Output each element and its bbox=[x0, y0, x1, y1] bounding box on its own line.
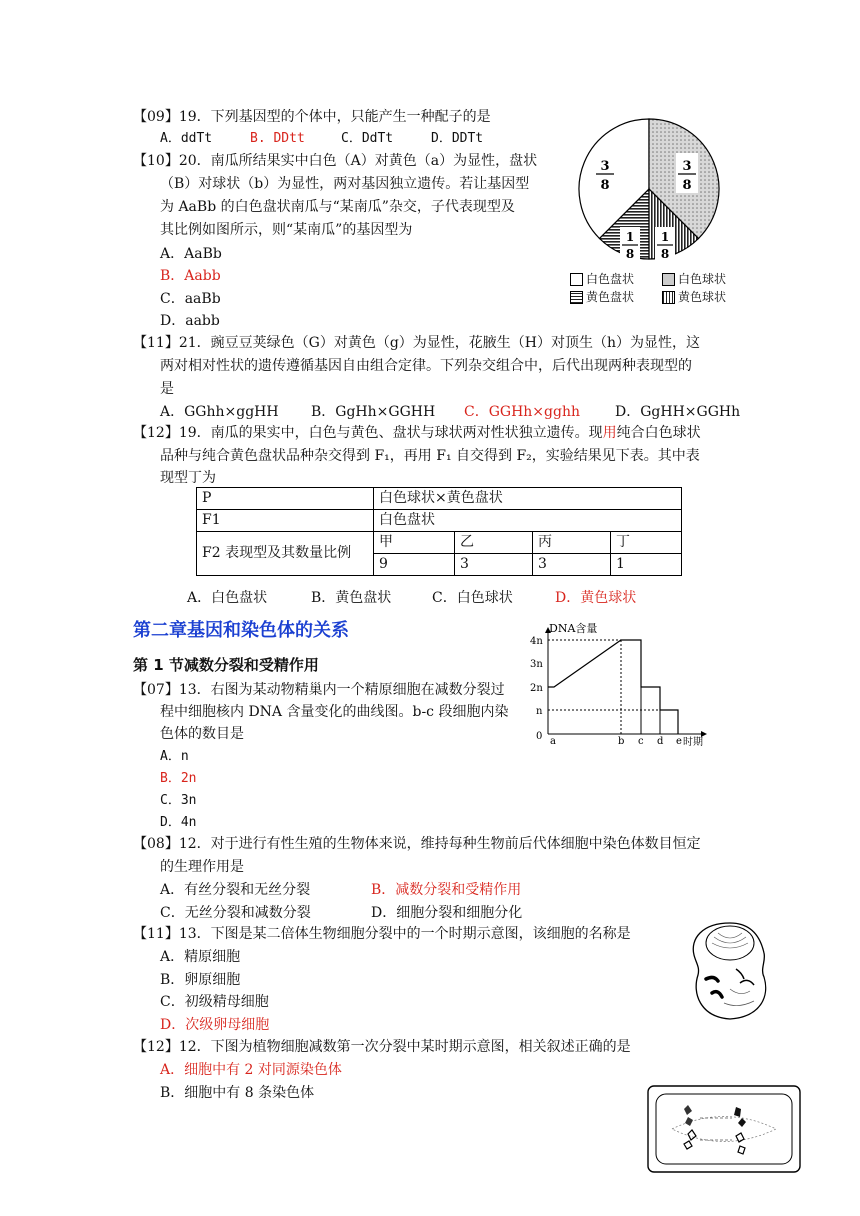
question-tag: 【09】 bbox=[133, 109, 179, 125]
question-tag: 【12】 bbox=[133, 1039, 179, 1055]
table-cell: 3 bbox=[533, 554, 611, 576]
q12b-stem bbox=[133, 1037, 631, 1057]
pie-label-4: 1 bbox=[660, 230, 670, 244]
q12a-stem-line2: 品种与纯合黄色盘状品种杂交得到 F₁，再用 F₁ 自交得到 F₂，实验结果见下表。其中表 bbox=[160, 448, 700, 464]
q11a-option-c: C．GGHh×gghh bbox=[464, 404, 580, 420]
x-tick-label: b bbox=[618, 736, 625, 747]
q07-option-b: B．2n bbox=[160, 771, 197, 786]
q11a-stem bbox=[133, 333, 700, 353]
q12a-option-a: A．白色盘状 bbox=[187, 590, 268, 606]
q08-option-b: B．减数分裂和受精作用 bbox=[371, 882, 522, 898]
y-tick-label: n bbox=[536, 706, 543, 717]
highlight-text: 用 bbox=[602, 425, 617, 441]
q10-stem-line3: 为 AaBb 的白色盘状南瓜与“某南瓜”杂交，子代表现型及 bbox=[160, 199, 515, 215]
question-text: 21．豌豆豆荚绿色（G）对黄色（g）为显性，花腋生（H）对顶生（h）为显性，这 bbox=[178, 335, 701, 351]
q12b-plant-cell-illustration bbox=[644, 1082, 804, 1178]
table-cell: 乙 bbox=[455, 532, 533, 554]
y-tick-label: 4n bbox=[530, 636, 543, 647]
q07-option-a: A．n bbox=[160, 749, 189, 764]
q07-option-c: C．3n bbox=[160, 793, 197, 808]
q11a-option-d: D．GgHH×GGHh bbox=[615, 404, 741, 420]
pie-label-2: 3 bbox=[682, 159, 692, 174]
table-cell: P bbox=[197, 488, 374, 510]
q07-stem-line2: 程中细胞核内 DNA 含量变化的曲线图。b-c 段细胞内染 bbox=[160, 704, 509, 720]
question-text: 12．对于进行有性生殖的生物体来说，维持每种生物前后代体细胞中染色体数目恒定 bbox=[178, 836, 701, 852]
question-tag: 【11】 bbox=[133, 926, 179, 942]
x-tick-label: a bbox=[550, 736, 556, 747]
question-tag: 【07】 bbox=[133, 682, 179, 698]
x-tick-label: d bbox=[657, 736, 664, 747]
q09-stem bbox=[133, 107, 491, 127]
q07-stem bbox=[133, 680, 505, 700]
svg-text:8: 8 bbox=[625, 247, 635, 261]
question-tag: 【10】 bbox=[133, 153, 179, 169]
svg-text:8: 8 bbox=[600, 178, 610, 193]
table-cell: 丙 bbox=[533, 532, 611, 554]
q08-option-a: A．有丝分裂和无丝分裂 bbox=[160, 882, 311, 898]
q11a-option-b: B．GgHh×GGHH bbox=[311, 404, 436, 420]
y-tick-label: 3n bbox=[530, 659, 543, 670]
q08-stem-line2: 的生理作用是 bbox=[160, 859, 244, 875]
q10-stem bbox=[133, 151, 537, 171]
question-tag: 【12】 bbox=[133, 425, 179, 441]
q11b-cell-illustration bbox=[684, 919, 776, 1025]
table-row bbox=[197, 510, 682, 532]
q10-option-d: D．aabb bbox=[160, 313, 220, 329]
q11a-stem-line2: 两对相对性状的遗传遵循基因自由组合定律。下列杂交组合中，后代出现两种表现型的 bbox=[160, 358, 692, 374]
table-cell: F2 表现型及其数量比例 bbox=[197, 532, 374, 576]
x-tick-label: c bbox=[638, 736, 644, 747]
q07-stem-line3: 色体的数目是 bbox=[160, 726, 244, 742]
q11b-stem bbox=[133, 924, 631, 944]
q08-option-c: C．无丝分裂和减数分裂 bbox=[160, 905, 311, 921]
q12a-option-b: B．黄色盘状 bbox=[311, 590, 392, 606]
q12a-option-d: D．黄色球状 bbox=[555, 590, 637, 606]
table-cell: 白色盘状 bbox=[374, 510, 682, 532]
q11b-option-c: C．初级精母细胞 bbox=[160, 994, 269, 1010]
q08-option-d: D．细胞分裂和细胞分化 bbox=[371, 905, 523, 921]
q12a-option-c: C．白色球状 bbox=[432, 590, 513, 606]
q09-option-d: D．DDTt bbox=[431, 131, 484, 146]
q12a-stem-line3: 现型丁为 bbox=[160, 470, 216, 486]
question-text: 20．南瓜所结果实中白色（A）对黄色（a）为显性，盘状 bbox=[178, 153, 538, 169]
legend-yellow-disc: 黄色盘状 bbox=[570, 288, 634, 306]
x-tick-label: e bbox=[676, 736, 682, 747]
pie-label-3: 1 bbox=[625, 230, 635, 244]
q11b-option-d: D．次级卵母细胞 bbox=[160, 1017, 270, 1033]
q11a-stem-line3: 是 bbox=[160, 381, 174, 397]
q07-option-d: D．4n bbox=[160, 815, 197, 830]
q09-option-b: B. DDtt bbox=[250, 131, 305, 146]
table-row bbox=[197, 532, 682, 554]
legend-yellow-sphere: 黄色球状 bbox=[662, 288, 726, 306]
q11b-option-a: A．精原细胞 bbox=[160, 949, 241, 965]
table-cell: 丁 bbox=[611, 532, 682, 554]
y-tick-label: 0 bbox=[536, 731, 543, 742]
legend-white-sphere: 白色球状 bbox=[662, 270, 726, 288]
q09-option-a: A．ddTt bbox=[160, 131, 213, 146]
q12b-option-a: A．细胞中有 2 对同源染色体 bbox=[160, 1062, 342, 1078]
q10-stem-line2: （B）对球状（b）为显性，两对基因独立遗传。若让基因型 bbox=[160, 176, 530, 192]
question-tag: 【11】 bbox=[133, 335, 179, 351]
q12a-stem bbox=[133, 423, 701, 443]
q10-stem-line4: 其比例如图所示，则“某南瓜”的基因型为 bbox=[160, 222, 413, 238]
y-tick-label: 2n bbox=[530, 683, 543, 694]
table-cell: 9 bbox=[374, 554, 455, 576]
q10-option-a: A．AaBb bbox=[160, 246, 222, 262]
table-cell: 3 bbox=[455, 554, 533, 576]
svg-text:8: 8 bbox=[682, 178, 692, 193]
y-axis-label: DNA含量 bbox=[549, 622, 598, 635]
chapter-title: 第二章基因和染色体的关系 bbox=[133, 620, 349, 641]
q12b-option-b: B．细胞中有 8 条染色体 bbox=[160, 1085, 315, 1101]
q11a-option-a: A．GGhh×ggHH bbox=[160, 404, 279, 420]
table-cell: 1 bbox=[611, 554, 682, 576]
x-axis-label: 时期 bbox=[683, 737, 703, 748]
q11b-option-b: B．卵原细胞 bbox=[160, 972, 241, 988]
pie-label-1: 3 bbox=[600, 159, 610, 174]
q07-dna-graph bbox=[530, 622, 710, 748]
question-text: 19．南瓜的果实中，白色与黄色、盘状与球状两对性状独立遗传。现 bbox=[178, 425, 603, 441]
q08-stem bbox=[133, 834, 701, 854]
q10-pie-chart bbox=[564, 115, 736, 265]
svg-text:8: 8 bbox=[660, 247, 670, 261]
question-text-cont: 纯合白色球状 bbox=[616, 425, 701, 441]
legend-white-disc: 白色盘状 bbox=[570, 270, 634, 288]
q10-option-c: C．aaBb bbox=[160, 291, 221, 307]
table-row bbox=[197, 488, 682, 510]
question-tag: 【08】 bbox=[133, 836, 179, 852]
q10-option-b: B．Aabb bbox=[160, 268, 221, 284]
q12a-table bbox=[196, 487, 682, 576]
question-text: 13．右图为某动物精巢内一个精原细胞在减数分裂过 bbox=[178, 682, 505, 698]
table-cell: F1 bbox=[197, 510, 374, 532]
question-text: 19．下列基因型的个体中，只能产生一种配子的是 bbox=[178, 109, 491, 125]
section-title: 第 1 节减数分裂和受精作用 bbox=[133, 656, 319, 674]
dna-curve bbox=[548, 640, 678, 734]
table-cell: 甲 bbox=[374, 532, 455, 554]
table-cell: 白色球状×黄色盘状 bbox=[374, 488, 682, 510]
question-text: 12．下图为植物细胞减数第一次分裂中某时期示意图，相关叙述正确的是 bbox=[178, 1039, 631, 1055]
q09-option-c: C．DdTt bbox=[341, 131, 394, 146]
question-text: 13．下图是某二倍体生物细胞分裂中的一个时期示意图，该细胞的名称是 bbox=[178, 926, 631, 942]
